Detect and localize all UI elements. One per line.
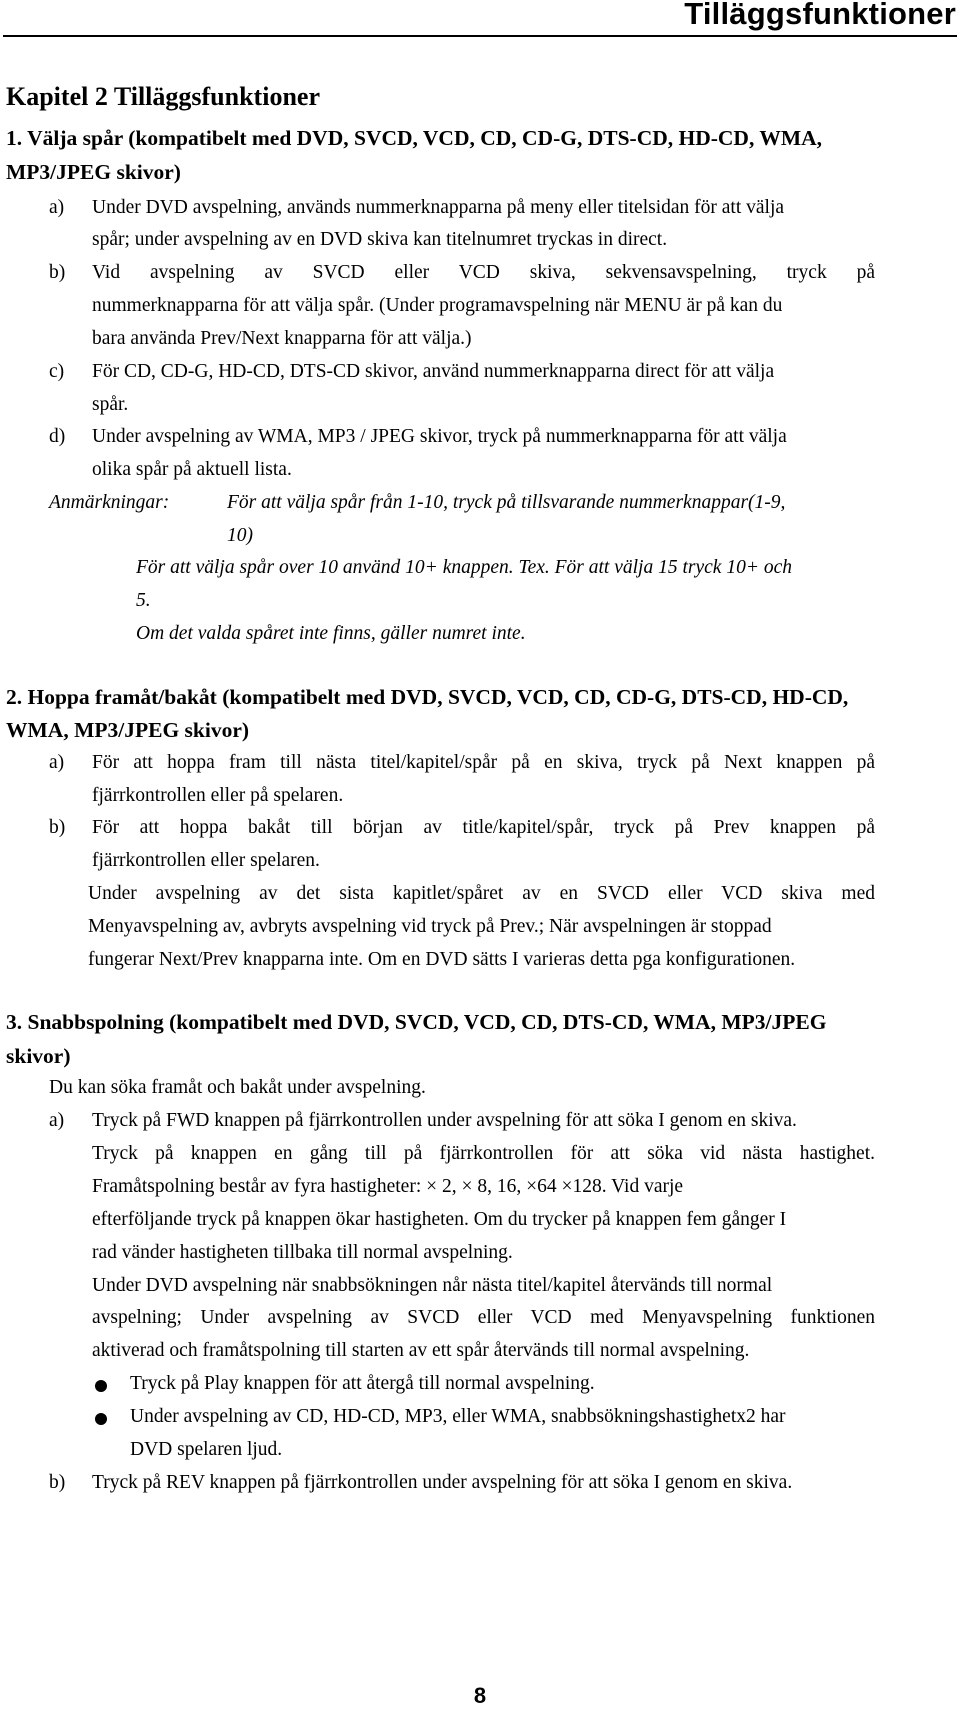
item-text: efterföljande tryck på knappen ökar hastigheten. Om du trycker på knappen fem gånger I xyxy=(92,1209,787,1230)
item-text: bara använda Prev/Next knapparna för att välja.) xyxy=(92,328,472,349)
paragraph-text: avspelning; Under avspelning av SVCD eller VCD med Menyavspelning funktionen xyxy=(92,1307,875,1328)
bullet-text: Tryck på Play knappen för att återgå till normal avspelning. xyxy=(130,1373,595,1394)
item-text: spår. xyxy=(92,394,129,415)
page-number: 8 xyxy=(473,1683,487,1708)
header-divider xyxy=(3,35,957,37)
item-label: b) xyxy=(49,262,66,283)
paragraph-text: Menyavspelning av, avbryts avspelning vid tryck på Prev.; När avspelningen är stoppad xyxy=(88,916,772,937)
section-2-heading: 2. Hoppa framåt/bakåt (kompatibelt med DVD, SVCD, VCD, CD, CD-G, DTS-CD, HD-CD, xyxy=(6,685,849,709)
item-text: rad vänder hastigheten tillbaka till normal avspelning. xyxy=(92,1242,513,1263)
item-text: nummerknapparna för att välja spår. (Under programavspelning när MENU är på kan du xyxy=(92,295,783,316)
chapter-title: Kapitel 2 Tilläggsfunktioner xyxy=(6,82,320,111)
note-text: 5. xyxy=(136,590,151,611)
item-label: a) xyxy=(49,197,65,218)
item-label: d) xyxy=(49,426,66,447)
paragraph-text: Under DVD avspelning när snabbsökningen når nästa titel/kapitel återvänds till normal xyxy=(92,1275,773,1296)
note-text: För att välja spår från 1-10, tryck på tillsvarande nummerknappar(1-9, xyxy=(227,492,786,513)
item-text: För att hoppa bakåt till början av title/kapitel/spår, tryck på Prev knappen på xyxy=(92,817,875,838)
running-header: Tilläggsfunktioner xyxy=(684,0,956,31)
section-3-heading: 3. Snabbspolning (kompatibelt med DVD, SVCD, VCD, CD, DTS-CD, WMA, MP3/JPEG xyxy=(6,1010,827,1034)
item-text: Tryck på REV knappen på fjärrkontrollen under avspelning för att söka I genom en skiva. xyxy=(92,1472,793,1493)
item-label: a) xyxy=(49,1110,65,1131)
item-label: c) xyxy=(49,361,65,382)
note-text: 10) xyxy=(227,525,253,546)
section-1-heading: 1. Välja spår (kompatibelt med DVD, SVCD, VCD, CD, CD-G, DTS-CD, HD-CD, WMA, xyxy=(6,126,823,150)
item-label: b) xyxy=(49,1472,66,1493)
item-text: Under avspelning av WMA, MP3 / JPEG skivor, tryck på nummerknapparna för att välja xyxy=(92,426,787,447)
item-label: a) xyxy=(49,752,65,773)
item-text: Framåtspolning består av fyra hastigheter: × 2, × 8, 16, ×64 ×128. Vid varje xyxy=(92,1176,684,1197)
paragraph-text: aktiverad och framåtspolning till starten av ett spår återvänds till normal avspelning. xyxy=(92,1340,750,1361)
item-text: fjärrkontrollen eller spelaren. xyxy=(92,850,320,871)
item-text: fjärrkontrollen eller på spelaren. xyxy=(92,785,344,806)
notes-label: Anmärkningar: xyxy=(49,492,170,513)
item-text: För CD, CD-G, HD-CD, DTS-CD skivor, använd nummerknapparna direct för att välja xyxy=(92,361,775,382)
item-label: b) xyxy=(49,817,66,838)
item-text: Tryck på FWD knappen på fjärrkontrollen under avspelning för att söka I genom en skiva. xyxy=(92,1110,797,1131)
item-text: För att hoppa fram till nästa titel/kapitel/spår på en skiva, tryck på Next knappen på xyxy=(92,752,875,773)
section-1-heading-cont: MP3/JPEG skivor) xyxy=(6,160,181,184)
note-text: Om det valda spåret inte finns, gäller numret inte. xyxy=(136,623,526,644)
bullet-icon xyxy=(95,1413,107,1425)
intro-text: Du kan söka framåt och bakåt under avspelning. xyxy=(49,1077,426,1098)
item-text: Vid avspelning av SVCD eller VCD skiva, sekvensavspelning, tryck på xyxy=(92,262,875,283)
section-2-heading-cont: WMA, MP3/JPEG skivor) xyxy=(6,718,250,742)
bullet-text: Under avspelning av CD, HD-CD, MP3, eller WMA, snabbsökningshastighetx2 har xyxy=(130,1406,786,1427)
item-text: olika spår på aktuell lista. xyxy=(92,459,292,480)
section-3-heading-cont: skivor) xyxy=(6,1044,71,1068)
bullet-icon xyxy=(95,1380,107,1392)
item-text: Tryck på knappen en gång till på fjärrkontrollen för att söka vid nästa hastighet. xyxy=(92,1143,875,1164)
item-text: spår; under avspelning av en DVD skiva kan titelnumret tryckas in direct. xyxy=(92,229,668,250)
item-text: Under DVD avspelning, används nummerknapparna på meny eller titelsidan för att välja xyxy=(92,197,785,218)
paragraph-text: fungerar Next/Prev knapparna inte. Om en DVD sätts I varieras detta pga konfigurationen. xyxy=(88,949,796,970)
paragraph-text: Under avspelning av det sista kapitlet/spåret av en SVCD eller VCD skiva med xyxy=(88,883,875,904)
note-text: För att välja spår over 10 använd 10+ knappen. Tex. För att välja 15 tryck 10+ och xyxy=(136,557,793,578)
bullet-text: DVD spelaren ljud. xyxy=(130,1439,283,1460)
